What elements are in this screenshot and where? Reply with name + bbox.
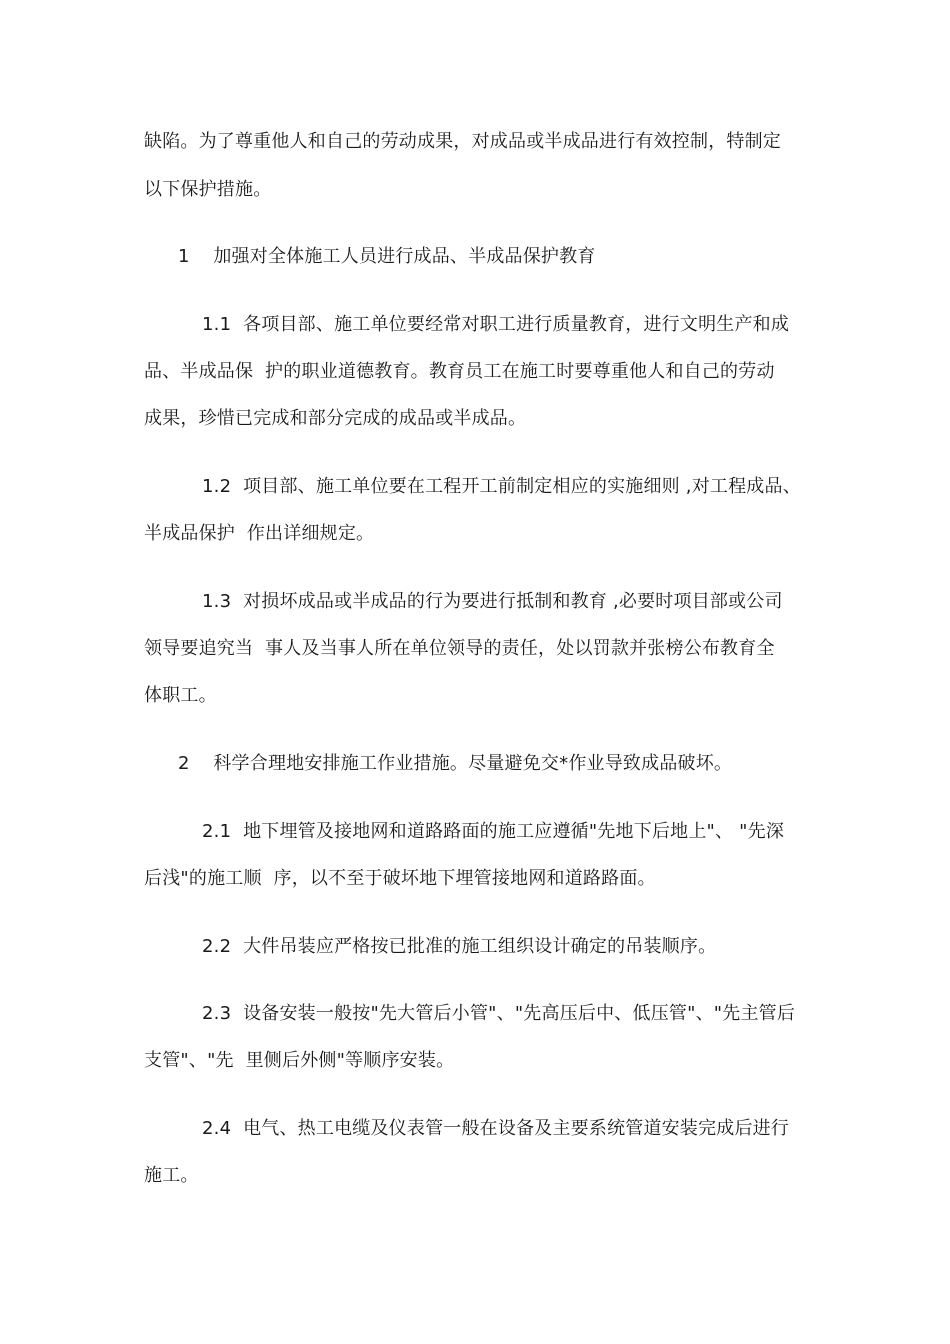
item-2-1-line-2: 后浅"的施工顺 序，以不至于破坏地下埋管接地网和道路路面。: [144, 868, 656, 889]
paragraph-line-intro-1: 缺陷。为了尊重他人和自己的劳动成果，对成品或半成品进行有效控制，特制定: [144, 131, 781, 152]
paragraph-line-intro-2: 以下保护措施。: [144, 179, 272, 200]
section-heading-1: 1 加强对全体施工人员进行成品、半成品保护教育: [178, 246, 596, 267]
item-1-3-line-3: 体职工。: [144, 685, 217, 706]
item-2-1-line-1: 2.1 地下埋管及接地网和道路路面的施工应遵循"先地下后地上"、 "先深: [202, 821, 785, 842]
item-1-1-line-2: 品、半成品保 护的职业道德教育。教育员工在施工时要尊重他人和自己的劳动: [144, 361, 775, 382]
item-1-3-line-1: 1.3 对损坏成品或半成品的行为要进行抵制和教育 ,必要时项目部或公司: [202, 591, 783, 612]
item-1-3-line-2: 领导要追究当 事人及当事人所在单位领导的责任，处以罚款并张榜公布教育全: [144, 638, 775, 659]
item-2-4-line-2: 施工。: [144, 1165, 199, 1186]
item-1-2-line-1: 1.2 项目部、施工单位要在工程开工前制定相应的实施细则 ,对工程成品、: [202, 476, 801, 497]
item-2-3-line-1: 2.3 设备安装一般按"先大管后小管"、"先高压后中、低压管"、"先主管后: [202, 1003, 796, 1024]
item-2-3-line-2: 支管"、"先 里侧后外侧"等顺序安装。: [144, 1050, 455, 1071]
item-1-1-line-3: 成果，珍惜已完成和部分完成的成品或半成品。: [144, 408, 527, 429]
item-2-2-line-1: 2.2 大件吊装应严格按已批准的施工组织设计确定的吊装顺序。: [202, 936, 717, 957]
section-heading-2: 2 科学合理地安排施工作业措施。尽量避免交*作业导致成品破坏。: [178, 753, 733, 774]
item-1-2-line-2: 半成品保护 作出详细规定。: [144, 523, 375, 544]
item-2-4-line-1: 2.4 电气、热工电缆及仪表管一般在设备及主要系统管道安装完成后进行: [202, 1118, 790, 1139]
item-1-1-line-1: 1.1 各项目部、施工单位要经常对职工进行质量教育，进行文明生产和成: [202, 314, 790, 335]
